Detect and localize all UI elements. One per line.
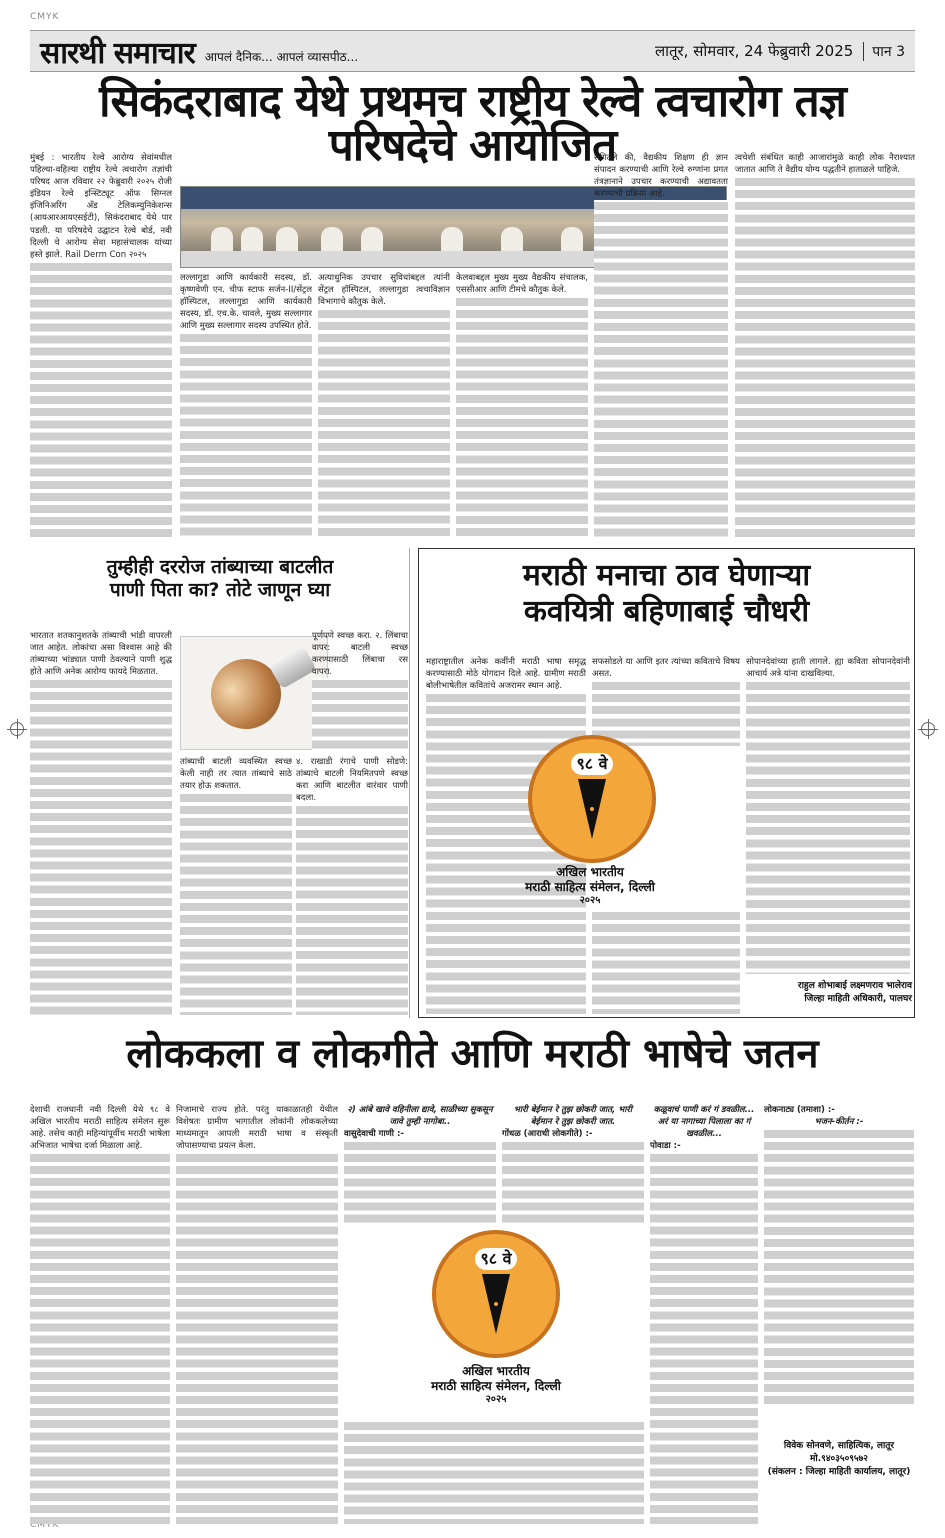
story4-credit bbox=[764, 1440, 914, 1479]
pen-nib-icon-2 bbox=[482, 1274, 510, 1334]
story4-credit-phone: मो.९४०३५०९५७२ bbox=[810, 1454, 868, 1464]
emblem-number-2: ९८ वे bbox=[475, 1248, 517, 1270]
story1-column-5 bbox=[594, 152, 728, 538]
story4-column-3 bbox=[344, 1104, 496, 1224]
story2-column-2 bbox=[312, 630, 408, 752]
story2-headline-line2: पाणी पिता का? तोटे जाणून घ्या bbox=[109, 578, 331, 601]
story4-col2-text: निजामाचे राज्य होते. परंतु याकाळातही येथील विशेषतः ग्रामीण भागातील लोकांनी लोककलेच्या माध्यमातून आपली मराठी भाषा व संस्कृती जोपासण्याचा प्रयत्न केला. bbox=[176, 1105, 338, 1152]
print-mark-top: CMYK bbox=[30, 12, 60, 22]
story2-col1-text: भारतात शतकानुशतके तांब्याची भांडी वापरली जात आहेत. लोकांचा असा विश्वास आहे की तांब्याच्या भांड्यात पाणी ठेवल्याने पाणी शुद्ध होते आणि अनेक आरोग्य फायदे मिळतात. bbox=[30, 631, 172, 678]
story1-column-1 bbox=[30, 152, 172, 538]
story4-emblem-caption bbox=[380, 1364, 612, 1407]
story2-col3-text: तांब्याची बाटली व्यवस्थित स्वच्छ केली नाही तर त्यात तांब्याचे साठे तयार होऊ शकतात. bbox=[180, 757, 292, 792]
sahitya-sammelan-emblem-2 bbox=[432, 1230, 560, 1358]
story1-col6-text: त्वचेशी संबंधित काही आजारांमुळे काही लोक नैराश्यात जातात आणि ते वैद्यीय योग्य पद्धतीने हाताळले पाहिजे. bbox=[735, 153, 915, 176]
story3-credit bbox=[746, 980, 912, 1006]
story4-poem-4: भजन-कीर्तन :- bbox=[814, 1117, 864, 1128]
story4-poem-2: भारी बेईमान रे तुझ छोकरी जात, भारी बेईमान रे तुझ छोकरी जात. bbox=[513, 1105, 633, 1128]
issue-date: लातूर, सोमवार, 24 फेब्रुवारी 2025 bbox=[654, 42, 854, 60]
story4-column-6 bbox=[764, 1104, 914, 1404]
newspaper-tagline: आपलं दैनिक... आपलं व्यासपीठ... bbox=[204, 49, 359, 64]
story3-col2-text: सफसोडले या आणि इतर त्यांच्या कविताचे विषय असत. bbox=[592, 657, 740, 680]
page-number: पान 3 bbox=[863, 42, 905, 61]
registration-mark-right bbox=[921, 722, 935, 736]
story3-column-2b bbox=[592, 910, 740, 1014]
story1-column-2 bbox=[180, 272, 312, 538]
story4-poem-1: २) आंबे खावे वहिनीला द्यावे, साळीच्या सुकसून जावे तुम्ही नागोबा.. bbox=[347, 1105, 493, 1128]
story4-credit-source: (संकलन : जिल्हा माहिती कार्यालय, लातूर) bbox=[767, 1467, 911, 1477]
story1-headline: सिकंदराबाद येथे प्रथमच राष्ट्रीय रेल्वे त्वचारोग तज्ञ परिषदेचे आयोजित bbox=[99, 76, 846, 171]
story4-poem-3: कळूवाचं पाणी करं गं डवळील... अरं या नागाच्या पिलाला का गं खवळील... bbox=[653, 1105, 755, 1140]
emblem-number: ९८ वे bbox=[571, 753, 613, 775]
story4-col5-heading: पोवाडा :- bbox=[650, 1141, 681, 1152]
story3-headline bbox=[420, 558, 913, 630]
emblem2-caption-line1: अखिल भारतीय bbox=[462, 1364, 530, 1378]
story3-column-3 bbox=[746, 656, 910, 974]
emblem-caption-line1: अखिल भारतीय bbox=[556, 865, 624, 879]
story1-col2-text: लल्लागुडा आणि कार्यकारी सदस्य, डॉ. कृष्णवेणी एन. चीफ स्टाफ सर्जन-II/सेंट्रल हॉस्पिटल, लल्लागुडा आणि कार्यकारी सदस्य, डॉ. एच.के. चावले, मुख्य सल्लागार आणि मुख्य सल्लागार सदस्य उपस्थित होते. bbox=[180, 273, 312, 332]
emblem-caption-line2: मराठी साहित्य संमेलन, दिल्ली bbox=[525, 880, 655, 894]
story1-column-3 bbox=[318, 272, 450, 538]
story4-column-5 bbox=[650, 1104, 758, 1524]
sahitya-sammelan-emblem bbox=[528, 735, 656, 863]
story3-column-2 bbox=[592, 656, 740, 746]
masthead bbox=[30, 30, 915, 72]
story3-credit-name: राहुल शोभाबाई लक्ष्मणराव भालेराव bbox=[797, 981, 912, 991]
story1-column-6 bbox=[735, 152, 915, 538]
story1-col4-text: केलवाबद्दल मुख्य मुख्य वैद्यकीय संचालक, एससीआर आणि टीमचे कौतुक केले. bbox=[456, 273, 588, 296]
story1-col5-text: संगितले की, वैद्यकीय शिक्षण ही ज्ञान संपादन करण्याची आणि रेल्वे रुग्णांना प्रगत तंत्रज्ञानाने उपचार करण्याची अद्यावतता करण्याची प्रक्रिया आहे. bbox=[594, 153, 728, 200]
story4-headline: लोककला व लोकगीते आणि मराठी भाषेचे जतन bbox=[126, 1030, 819, 1077]
story2-headline bbox=[30, 556, 410, 602]
print-mark-bottom: CMYK bbox=[30, 1520, 60, 1530]
story4-column-4 bbox=[502, 1104, 644, 1224]
story3-headline-line1: मराठी मनाचा ठाव घेणाऱ्या bbox=[522, 558, 811, 593]
story4-credit-name: विवेक सोनवणे, साहित्यिक, लातूर bbox=[783, 1441, 895, 1451]
story3-col3-text: सोपानदेवांच्या हाती लागले. ह्या कविता सोपानदेवांनी आचार्य अत्रे यांना दाखविल्या. bbox=[746, 657, 910, 680]
story4-col1-text: देशाची राजधानी नवी दिल्ली येथे ९८ वे अखिल भारतीय मराठी साहित्य संमेलन सुरू आहे. तसेच काही महिन्यांपूर्वीच मराठी भाषेला अभिजात भाषेचा दर्जा मिळाला आहे. bbox=[30, 1105, 170, 1152]
story3-credit-title: जिल्हा माहिती अधिकारी, पालघर bbox=[804, 994, 912, 1004]
story4-column-3b bbox=[344, 1420, 644, 1524]
story3-headline-line2: कवयित्री बहिणाबाई चौधरी bbox=[523, 594, 810, 629]
pen-nib-icon bbox=[578, 779, 606, 839]
story4-col3-heading: वासुदेवाची गाणी :- bbox=[344, 1129, 404, 1140]
story4-column-1 bbox=[30, 1104, 170, 1524]
registration-mark-left bbox=[10, 722, 24, 736]
story4-column-2 bbox=[176, 1104, 338, 1524]
story1-lead-text: मुंबई : भारतीय रेल्वे आरोग्य सेवांमधील पहिल्या-वहिल्या राष्ट्रीय रेल्वे त्वचारोग तज्ञांची परिषद आज रविवार २२ फेब्रुवारी २०२५ रोजी इंडियन रेल्वे इन्स्टिट्यूट ऑफ सिग्नल इंजिनिअरिंग अँड टेलिकम्युनिकेशन्स (आयआरआयएसईटी), सिकंदराबाद येथे पार पडली. या परिषदेचे उद्घाटन रेल्वे बोर्ड, नवी दिल्ली चे आरोग्य सेवा महासंचालक यांच्या हस्ते झाले. Rail Derm Con २०२५ bbox=[30, 153, 172, 260]
story2-column-1 bbox=[30, 630, 172, 1015]
story4-col4-heading: गोंधळ (आराधी लोकगीते) :- bbox=[502, 1129, 593, 1140]
emblem-year: २०२५ bbox=[579, 895, 601, 906]
story2-headline-line1: तुम्हीही दररोज तांब्याच्या बाटलीत bbox=[106, 556, 334, 578]
story4-col6-heading: लोकनाट्य (तमाशा) :- bbox=[764, 1105, 835, 1115]
story1-column-4 bbox=[456, 272, 588, 538]
story2-column-4 bbox=[296, 756, 408, 1015]
story1-col3-text: अत्याधुनिक उपचार सुविधांबद्दल त्यांनी सेंट्रल हॉस्पिटल, लल्लागुडा त्वचाविज्ञान विभागाचे कौतुक केले. bbox=[318, 273, 450, 308]
emblem2-caption-line2: मराठी साहित्य संमेलन, दिल्ली bbox=[431, 1379, 561, 1393]
story2-col4-text: ४. राखाडी रंगाचे पाणी सोडणे: तांब्याचे बाटली नियमितपणे स्वच्छ करा आणि बाटलीत वारंवार पाणी बदला. bbox=[296, 757, 408, 804]
newspaper-title: सारथी समाचार bbox=[40, 35, 195, 71]
story2-col2-text: पूर्णपणे स्वच्छ करा. २. लिंबाचा वापर: बाटली स्वच्छ करण्यासाठी लिंबाचा रस वापरा. bbox=[312, 631, 408, 678]
story3-emblem-caption bbox=[470, 865, 710, 908]
copper-bottle-image bbox=[180, 636, 328, 750]
story3-col1-text: महाराष्ट्रातील अनेक कवींनी मराठी भाषा समृद्ध करण्यासाठी मोठे योगदान दिले आहे. ग्रामीण मराठी बोलीभाषेतील कवितांचे अजरामर स्थान आहे. bbox=[426, 657, 586, 692]
story2-column-3 bbox=[180, 756, 292, 1015]
emblem2-year: २०२५ bbox=[485, 1394, 507, 1405]
